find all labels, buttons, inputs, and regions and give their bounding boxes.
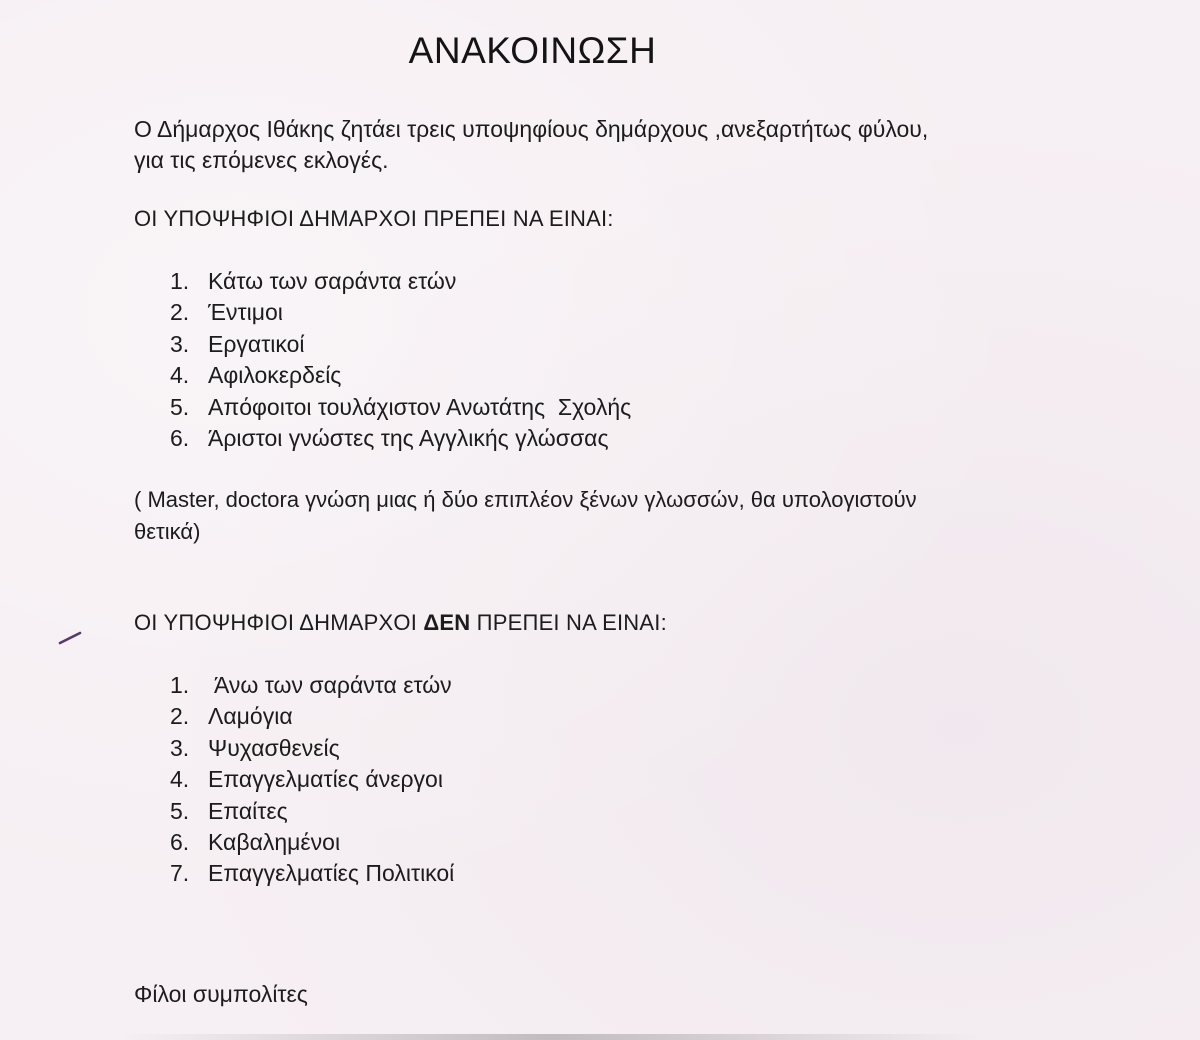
list-item	[170, 733, 454, 764]
list-item-number: 5.	[170, 797, 190, 824]
list-item	[170, 329, 631, 360]
list-item-text: Καβαλημένοι	[208, 829, 341, 856]
must-requirements-heading: ΟΙ ΥΠΟΨΗΦΙΟΙ ΔΗΜΑΡΧΟΙ ΠΡΕΠΕΙ ΝΑ ΕΙΝΑΙ:	[134, 206, 614, 231]
must-requirements-list	[170, 266, 631, 454]
list-item-text: Εργατικοί	[208, 330, 305, 357]
list-item-text: Λαμόγια	[208, 703, 293, 730]
closing-salutation: Φίλοι συμπολίτες	[134, 981, 308, 1007]
list-item-number: 6.	[170, 425, 190, 452]
list-item	[170, 858, 454, 889]
pen-stroke-mark-icon	[58, 630, 84, 651]
list-item-text: Άριστοι γνώστες της Αγγλικής γλώσσας	[208, 425, 609, 452]
list-item-number: 1.	[170, 672, 190, 698]
list-item-number: 3.	[170, 734, 190, 761]
list-item-number: 7.	[170, 860, 190, 887]
list-item-number: 4.	[170, 766, 190, 793]
list-item-text: Απόφοιτοι τουλάχιστον Ανωτάτης Σχολής	[208, 393, 632, 420]
list-item-text: Επαγγελματίες Πολιτικοί	[208, 860, 455, 887]
list-item-text: Επαγγελματίες άνεργοι	[208, 766, 443, 793]
list-item	[170, 796, 454, 827]
document-title: ΑΝΑΚΟΙΝΩΣΗ	[408, 30, 657, 71]
list-item	[170, 266, 631, 297]
list-item-text: Άνω των σαράντα ετών	[214, 672, 452, 698]
list-item	[170, 423, 631, 454]
list-item	[170, 297, 631, 328]
list-item-text: Κάτω των σαράντα ετών	[208, 268, 457, 294]
intro-paragraph: Ο Δήμαρχος Ιθάκης ζητάει τρεις υποψηφίους δημάρχους ,ανεξαρτήτως φύλου, για τις επόμενες εκλογές.	[134, 116, 929, 173]
list-item-number: 2.	[170, 703, 190, 730]
list-item	[170, 701, 454, 732]
list-item-number: 2.	[170, 299, 190, 326]
list-item	[170, 764, 454, 795]
next-line-cutoff	[120, 1034, 980, 1040]
heading-emphasis: ΔΕΝ	[423, 610, 471, 635]
list-item-number: 1.	[170, 268, 190, 294]
list-item-text: Επαίτες	[208, 797, 288, 824]
mustnot-requirements-heading	[134, 610, 667, 636]
list-item-number: 5.	[170, 393, 190, 420]
list-item-text: Αφιλοκερδείς	[208, 362, 342, 389]
list-item	[170, 392, 631, 423]
list-item-number: 6.	[170, 829, 190, 856]
heading-text-post: ΠΡΕΠΕΙ ΝΑ ΕΙΝΑΙ:	[470, 610, 667, 635]
mustnot-requirements-list	[170, 670, 454, 890]
list-item	[170, 360, 631, 391]
list-item	[170, 670, 454, 701]
heading-text-pre: ΟΙ ΥΠΟΨΗΦΙΟΙ ΔΗΜΑΡΧΟΙ	[134, 610, 424, 635]
list-item-text: Έντιμοι	[208, 299, 283, 326]
qualifications-note: ( Master, doctora γνώση μιας ή δύο επιπλέον ξένων γλωσσών, θα υπολογιστούν θετικά)	[134, 487, 917, 544]
list-item	[170, 827, 454, 858]
list-item-text: Ψυχασθενείς	[208, 734, 340, 761]
list-item-number: 4.	[170, 362, 190, 389]
list-item-number: 3.	[170, 330, 190, 357]
